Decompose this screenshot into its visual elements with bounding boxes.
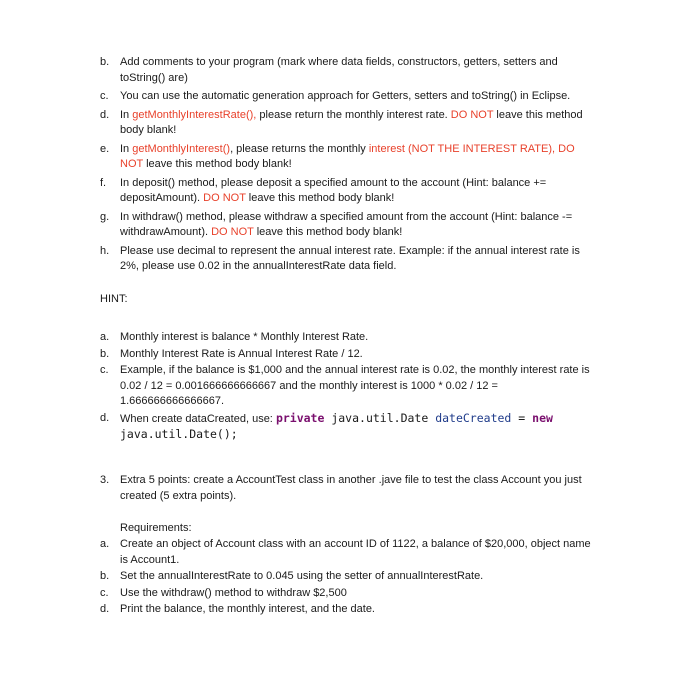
list-marker: c. <box>100 364 109 376</box>
warning-highlight: interest (NOT THE INTEREST RATE), DO NOT <box>120 142 575 170</box>
item-text: Set the annualInterestRate to 0.045 using the setter of annualInterestRate. <box>120 570 484 582</box>
hint-list <box>100 330 600 447</box>
item-text: Print the balance, the monthly interest, and the date. <box>120 603 375 615</box>
code-variable: dateCreated <box>435 410 512 425</box>
list-item <box>100 89 600 105</box>
method-name-highlight: getMonthlyInterest() <box>132 142 231 155</box>
list-marker: f. <box>100 176 107 189</box>
extra-points-item <box>100 473 620 504</box>
list-item <box>100 363 600 410</box>
list-marker: 3. <box>100 474 110 486</box>
list-marker: h. <box>100 244 110 257</box>
item-text: leave this method body blank! <box>120 108 583 136</box>
list-item <box>100 569 600 585</box>
code-equals: = <box>511 410 533 425</box>
hint-heading: HINT: <box>100 293 128 305</box>
list-item <box>100 411 600 444</box>
warning-highlight: DO NOT <box>211 226 254 238</box>
requirements-heading: Requirements: <box>120 522 192 534</box>
warning-highlight: DO NOT <box>450 108 494 121</box>
requirements-list <box>100 537 600 621</box>
item-text: In <box>120 108 133 121</box>
list-marker: b. <box>100 56 110 68</box>
list-marker: b. <box>100 347 110 360</box>
instruction-list <box>100 55 600 278</box>
item-text: leave this method body blank! <box>245 192 395 204</box>
list-marker: c. <box>100 586 109 599</box>
list-item <box>100 330 600 346</box>
item-text: In deposit() method, please deposit a specified amount to the account (Hint: balance += depositAmount). <box>120 176 547 204</box>
list-marker: d. <box>100 603 110 615</box>
list-item <box>100 55 600 86</box>
list-item <box>100 537 600 568</box>
item-text: leave this method body blank! <box>143 158 292 170</box>
item-text: , please returns the monthly <box>230 142 369 155</box>
list-marker: a. <box>100 331 110 343</box>
item-text: Create an object of Account class with an account ID of 1122, a balance of $20,000, object name is Account1. <box>120 538 591 566</box>
item-text: When create dataCreated, use: <box>120 412 276 425</box>
item-text: Monthly interest is balance * Monthly Interest Rate. <box>120 331 369 343</box>
list-marker: e. <box>100 142 110 155</box>
list-item <box>100 586 600 602</box>
item-text: In <box>120 142 133 155</box>
list-marker: g. <box>100 210 110 223</box>
item-text: Use the withdraw() method to withdraw $2,500 <box>120 586 347 599</box>
item-text: Monthly Interest Rate is Annual Interest Rate / 12. <box>120 347 363 360</box>
list-item <box>100 244 600 275</box>
list-marker: d. <box>100 108 110 121</box>
item-text: Extra 5 points: create a AccountTest class in another .jave file to test the class Account you just created (5 extra points). <box>120 474 582 502</box>
list-item <box>100 347 600 363</box>
item-text: Example, if the balance is $1,000 and the annual interest rate is 0.02, the monthly interest rate is 0.02 / 12 = 0.001666666666667 and the monthly interest is 1000 * 0.02 / 12 = 1.666666666666667. <box>120 364 590 407</box>
item-text: leave this method body blank! <box>253 226 403 238</box>
list-item <box>100 142 600 173</box>
list-item <box>100 108 600 139</box>
code-constructor: java.util.Date(); <box>120 427 238 441</box>
list-marker: d. <box>100 411 110 424</box>
list-item <box>100 176 600 207</box>
list-marker: b. <box>100 570 110 582</box>
item-text: You can use the automatic generation approach for Getters, setters and toString() in Eclipse. <box>120 90 571 102</box>
code-keyword-private: private <box>275 410 325 425</box>
method-name-highlight: getMonthlyInterestRate(), <box>132 108 257 121</box>
item-text: Add comments to your program (mark where data fields, constructors, getters, setters and toString() are) <box>120 56 558 84</box>
item-text: Please use decimal to represent the annual interest rate. Example: if the annual interest rate is 2%, please use 0.02 in the annualInterestRate data field. <box>120 244 580 272</box>
list-marker: a. <box>100 538 110 550</box>
list-marker: c. <box>100 90 109 102</box>
item-text: please return the monthly interest rate. <box>256 108 451 121</box>
list-item <box>100 210 600 241</box>
code-type: java.util.Date <box>324 410 436 425</box>
warning-highlight: DO NOT <box>203 192 246 204</box>
list-item <box>100 602 600 618</box>
code-keyword-new: new <box>532 410 553 425</box>
item-text: In withdraw() method, please withdraw a specified amount from the account (Hint: balance -= withdrawAmount). <box>120 210 573 238</box>
